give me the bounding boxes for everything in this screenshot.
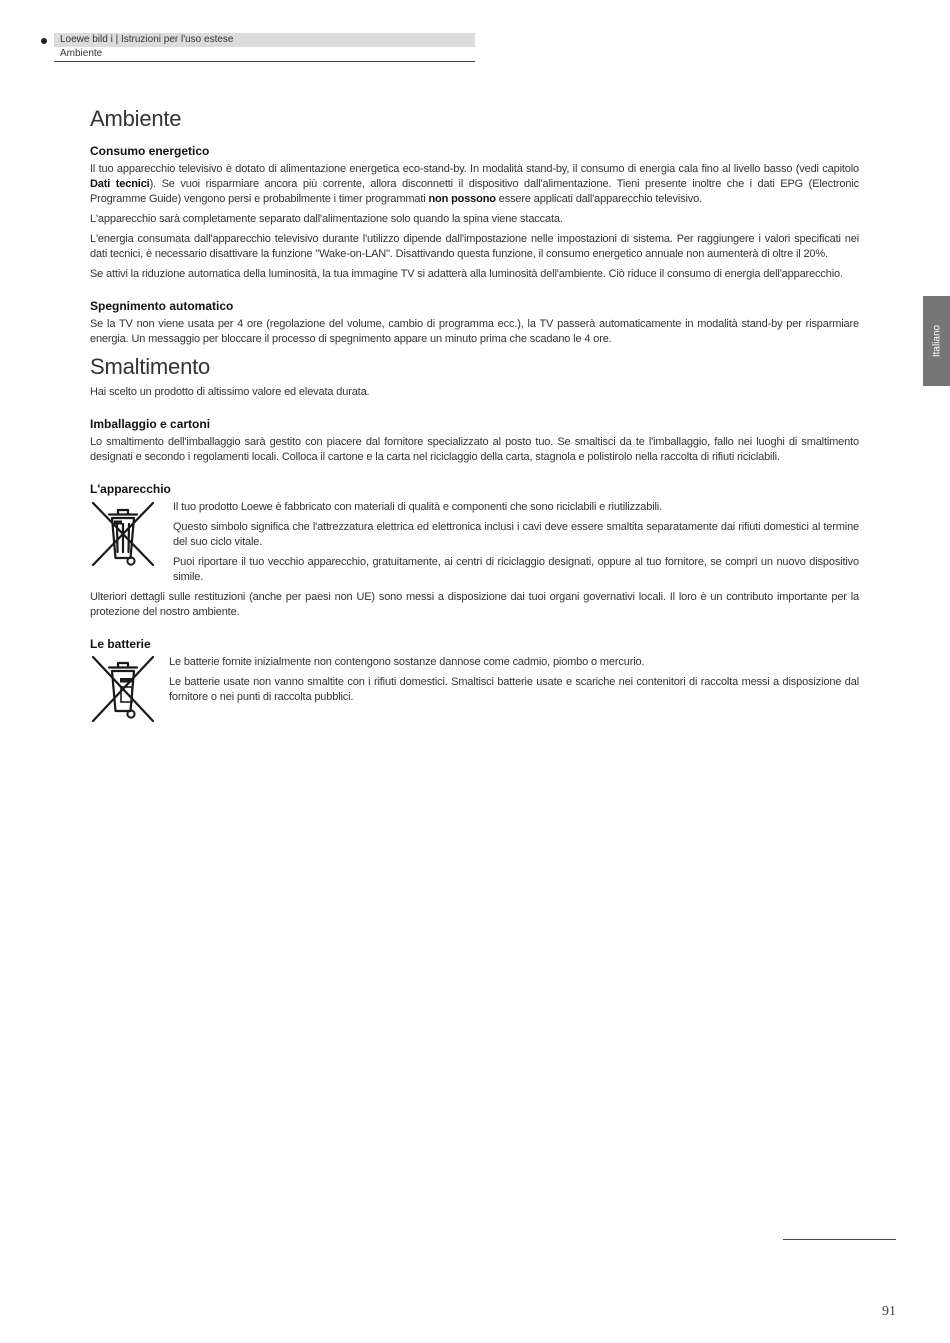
paragraph-consumo-3: L'energia consumata dall'apparecchio televisivo durante l'utilizzo dipende dall'impostazione nelle impostazioni di sistema. Per raggiungere i valori specificati nei dati tecnici, è necessario disattivare la funzione "Wake-on-LAN". Disattivando questa funzione, il consumo energetico annuale non aumenterà di oltre il 20%. — [90, 233, 859, 260]
language-tab-label: Italiano — [931, 324, 942, 358]
document-title: Loewe bild i | Istruzioni per l'uso estese — [60, 34, 234, 45]
heading-imballaggio: Imballaggio e cartoni — [90, 417, 211, 431]
paragraph-apparecchio-3: Puoi riportare il tuo vecchio apparecchio, gratuitamente, ai centri di riciclaggio designati, oppure al tuo fornitore, se compri un nuovo dispositivo simile. — [173, 556, 859, 583]
paragraph-apparecchio-2: Questo simbolo significa che l'attrezzatura elettrica ed elettronica inclusi i cavi deve essere smaltita separatamente dai rifiuti domestici al termine del suo ciclo vitale. — [173, 521, 859, 548]
crossed-out-wheelie-bin-icon — [90, 500, 156, 568]
heading-apparecchio: L'apparecchio — [90, 482, 171, 496]
paragraph-batterie-1: Le batterie fornite inizialmente non contengono sostanze dannose come cadmio, piombo o mercurio. — [169, 656, 645, 668]
language-tab[interactable] — [923, 296, 950, 386]
page-content — [90, 104, 859, 723]
footer-divider — [783, 1239, 896, 1240]
paragraph-consumo-1: Il tuo apparecchio televisivo è dotato di alimentazione energetica eco-stand-by. In modalità stand-by, il consumo di energia cala fino al livello basso (vedi capitolo Dati tecnici). Se vuoi risparmiare ancora più corrente, allora disconnetti il dispositivo dall'alimentazione. Tieni presente inoltre che i dati EPG (Electronic Programme Guide) vengono persi e probabilmente i timer programmati non possono essere applicati dall'apparecchio televisivo. — [90, 163, 859, 205]
breadcrumb: Ambiente — [60, 48, 103, 59]
crossed-out-wheelie-bin-battery-icon — [90, 655, 156, 723]
paragraph-smaltimento-intro: Hai scelto un prodotto di altissimo valore ed elevata durata. — [90, 386, 370, 398]
paragraph-imballaggio: Lo smaltimento dell'imballaggio sarà gestito con piacere dal fornitore specializzato al posto tuo. Se smaltisci da te l'imballaggio, fallo nei luoghi di smaltimento designati e secondo i regolamenti locali. Colloca il cartone e la carta nel riciclaggio della carta, stagnola e polistirolo nella raccolta di rifiuti riciclabili. — [90, 436, 859, 463]
heading-ambiente: Ambiente — [90, 106, 182, 131]
bullet-icon — [41, 38, 47, 44]
heading-spegnimento-automatico: Spegnimento automatico — [90, 299, 234, 313]
heading-batterie: Le batterie — [90, 637, 151, 651]
batterie-block — [90, 655, 859, 723]
paragraph-consumo-2: L'apparecchio sarà completamente separato dall'alimentazione solo quando la spina viene staccata. — [90, 213, 563, 225]
paragraph-batterie-2: Le batterie usate non vanno smaltite con i rifiuti domestici. Smaltisci batterie usate e scariche nei contenitori di raccolta messi a disposizione dal fornitore o nei punti di raccolta pubblici. — [169, 676, 859, 703]
page-number: 91 — [882, 1304, 896, 1319]
heading-smaltimento: Smaltimento — [90, 354, 211, 379]
heading-consumo-energetico: Consumo energetico — [90, 144, 210, 158]
paragraph-apparecchio-1: Il tuo prodotto Loewe è fabbricato con materiali di qualità e componenti che sono riciclabili e riutilizzabili. — [173, 501, 663, 513]
header-divider — [54, 61, 475, 62]
paragraph-consumo-4: Se attivi la riduzione automatica della luminosità, la tua immagine TV si adatterà alla luminosità dell'ambiente. Ciò riduce il consumo di energia dell'apparecchio. — [90, 268, 843, 280]
apparecchio-block — [90, 500, 859, 590]
paragraph-apparecchio-4: Ulteriori dettagli sulle restituzioni (anche per paesi non UE) sono messi a disposizione dai tuoi organi governativi locali. Il loro è un contributo importante per la protezione del nostro ambiente. — [90, 591, 859, 618]
paragraph-spegnimento: Se la TV non viene usata per 4 ore (regolazione del volume, cambio di programma ecc.), la TV passerà automaticamente in modalità stand-by per risparmiare energia. Un messaggio per bloccare il processo di spegnimento appare un minuto prima che scadano le 4 ore. — [90, 318, 859, 345]
